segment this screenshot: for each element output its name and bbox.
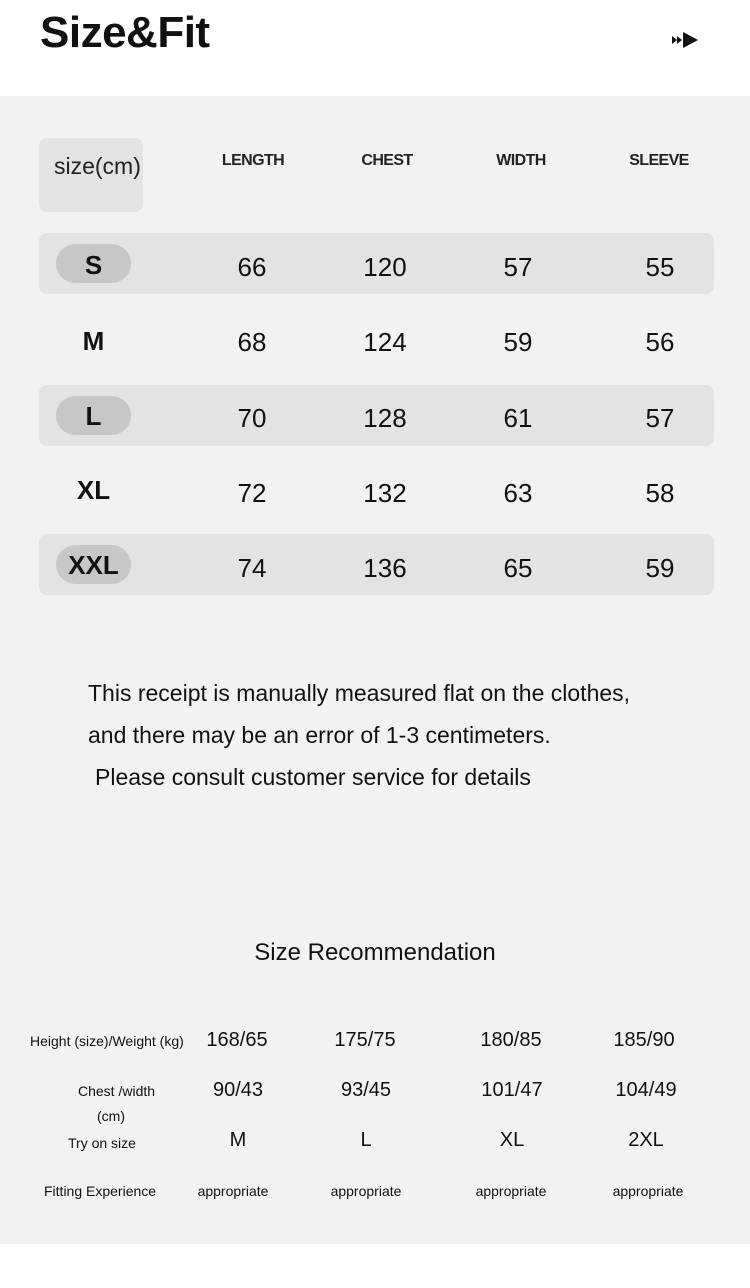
cell-chest: 124 bbox=[363, 327, 407, 357]
label-try-on-size: Try on size bbox=[68, 1135, 136, 1151]
rec-fitting: appropriate bbox=[475, 1183, 547, 1199]
rec-fitting: appropriate bbox=[330, 1183, 402, 1199]
cell-sleeve: 59 bbox=[645, 553, 675, 583]
cell-chest: 136 bbox=[363, 553, 407, 583]
label-fitting-experience: Fitting Experience bbox=[44, 1183, 157, 1199]
rec-height-weight: 180/85 bbox=[480, 1029, 542, 1051]
cell-chest: 128 bbox=[363, 403, 407, 433]
label-height-weight: Height (size)/Weight (kg) bbox=[30, 1033, 184, 1049]
cell-width: 65 bbox=[503, 553, 533, 583]
size-header-label: size(cm) bbox=[54, 153, 141, 179]
rec-height-weight: 185/90 bbox=[613, 1029, 675, 1051]
cell-width: 57 bbox=[503, 252, 533, 282]
column-header-width: WIDTH bbox=[496, 152, 546, 169]
label-chest-width: Chest /width bbox=[78, 1083, 156, 1099]
fast-forward-icon bbox=[670, 31, 700, 49]
rec-try-on: XL bbox=[499, 1129, 525, 1151]
rec-chest-width: 101/47 bbox=[481, 1079, 543, 1101]
cell-width: 61 bbox=[503, 403, 533, 433]
cell-width: 63 bbox=[503, 478, 533, 508]
rec-try-on: L bbox=[360, 1129, 372, 1151]
cell-length: 70 bbox=[237, 403, 267, 433]
cell-sleeve: 55 bbox=[645, 252, 675, 282]
rec-chest-width: 90/43 bbox=[212, 1079, 264, 1101]
note-line: Please consult customer service for details bbox=[95, 764, 531, 790]
size-label-s: S bbox=[84, 250, 103, 280]
size-label-xxl: XXL bbox=[68, 550, 119, 580]
note-line: This receipt is manually measured flat on the clothes, bbox=[88, 680, 631, 706]
cell-length: 66 bbox=[237, 252, 267, 282]
cell-length: 68 bbox=[237, 327, 267, 357]
column-header-length: LENGTH bbox=[221, 152, 285, 169]
column-header-chest: CHEST bbox=[361, 152, 413, 169]
recommendation-title: Size Recommendation bbox=[254, 939, 496, 966]
cell-width: 59 bbox=[503, 327, 533, 357]
header bbox=[0, 0, 750, 96]
size-label-xl: XL bbox=[76, 475, 111, 505]
cell-chest: 132 bbox=[363, 478, 407, 508]
rec-fitting: appropriate bbox=[612, 1183, 684, 1199]
cell-sleeve: 56 bbox=[645, 327, 675, 357]
size-label-l: L bbox=[85, 401, 102, 431]
cell-length: 72 bbox=[237, 478, 267, 508]
rec-chest-width: 104/49 bbox=[615, 1079, 677, 1101]
page-title: Size&Fit bbox=[40, 8, 210, 57]
rec-height-weight: 175/75 bbox=[334, 1029, 396, 1051]
cell-length: 74 bbox=[237, 553, 267, 583]
column-header-sleeve: SLEEVE bbox=[629, 152, 689, 169]
rec-try-on: M bbox=[229, 1129, 247, 1151]
rec-fitting: appropriate bbox=[197, 1183, 269, 1199]
cell-sleeve: 57 bbox=[645, 403, 675, 433]
label-chest-width-unit: (cm) bbox=[97, 1108, 125, 1124]
cell-chest: 120 bbox=[363, 252, 407, 282]
size-label-m: M bbox=[82, 326, 105, 356]
rec-chest-width: 93/45 bbox=[340, 1079, 392, 1101]
cell-sleeve: 58 bbox=[645, 478, 675, 508]
rec-height-weight: 168/65 bbox=[206, 1029, 268, 1051]
rec-try-on: 2XL bbox=[628, 1129, 664, 1151]
note-line: and there may be an error of 1-3 centimeters. bbox=[88, 722, 551, 748]
bottom-strip bbox=[0, 1244, 750, 1288]
